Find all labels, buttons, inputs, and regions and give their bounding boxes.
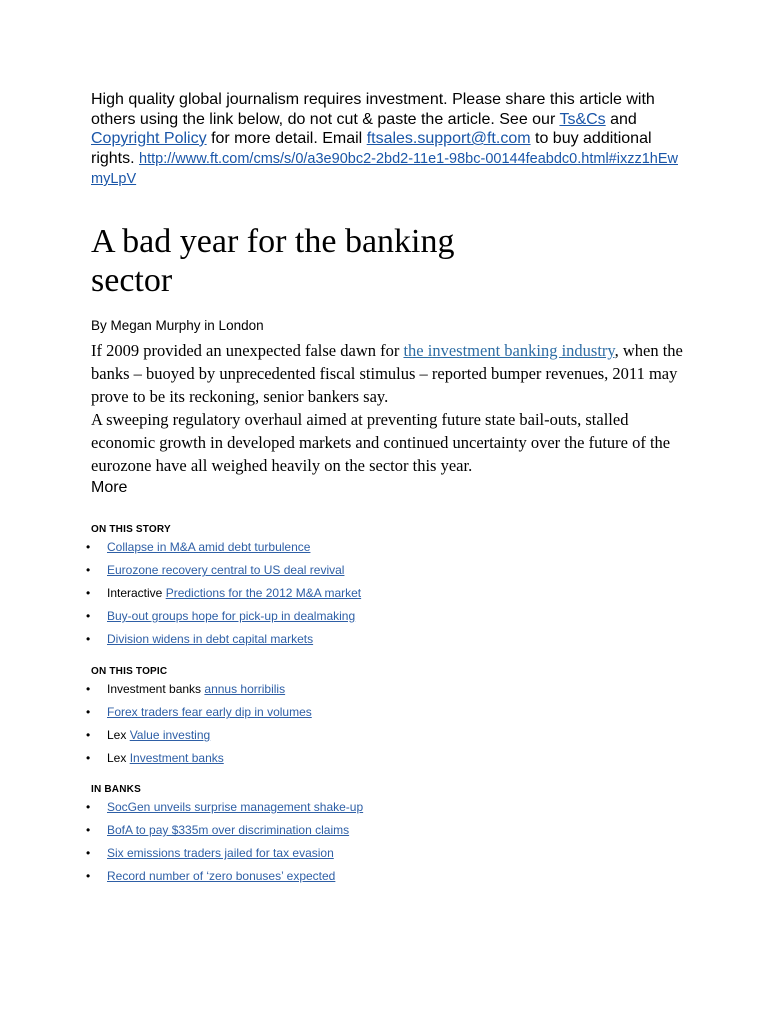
section-heading-in-banks: IN BANKS — [91, 784, 141, 795]
list-item — [86, 586, 611, 609]
paragraph-1 — [91, 339, 691, 408]
list-item — [86, 728, 611, 751]
copyright-policy-link[interactable]: Copyright Policy — [91, 130, 207, 147]
bullet-icon: • — [86, 632, 91, 646]
copyright-notice — [91, 90, 681, 190]
paragraph-2: A sweeping regulatory overhaul aimed at preventing future state bail-outs, stalled economic growth in developed markets and continued uncertainty over the future of the eurozone have all weighed heavily on the sector this year. — [91, 410, 671, 475]
on-this-topic-list — [86, 682, 611, 774]
on-this-story-list — [86, 540, 611, 655]
list-item — [86, 540, 611, 563]
related-article-link[interactable]: Collapse in M&A amid debt turbulence — [107, 540, 311, 554]
notice-text: High quality global journalism requires investment. Please share this article with others using the link below, do not cut & paste the article. See our — [91, 91, 655, 128]
bullet-icon: • — [86, 823, 91, 837]
list-item — [86, 751, 611, 774]
related-article-link[interactable]: Predictions for the 2012 M&A market — [165, 586, 362, 600]
related-article-link[interactable]: Buy-out groups hope for pick-up in dealmaking — [107, 609, 356, 623]
related-article-link[interactable]: Investment banks — [129, 751, 224, 765]
link-prefix: Interactive — [107, 586, 166, 600]
more-label: More — [91, 479, 128, 496]
paragraph-1-start: If 2009 provided an unexpected false dawn for — [91, 341, 404, 360]
list-item — [86, 705, 611, 728]
bullet-icon: • — [86, 540, 91, 554]
related-article-link[interactable]: Record number of ‘zero bonuses’ expected — [107, 869, 336, 883]
bullet-icon: • — [86, 751, 91, 765]
related-article-link[interactable]: BofA to pay $335m over discrimination claims — [107, 823, 350, 837]
link-prefix: Investment banks — [107, 682, 205, 696]
related-article-link[interactable]: Six emissions traders jailed for tax evasion — [107, 846, 334, 860]
bullet-icon: • — [86, 846, 91, 860]
byline: By Megan Murphy in London — [91, 318, 264, 333]
list-item — [86, 869, 611, 892]
notice-to-buy: to buy additional rights. — [91, 130, 652, 167]
bullet-icon: • — [86, 609, 91, 623]
article-title: A bad year for the banking sector — [91, 223, 455, 299]
bullet-icon: • — [86, 705, 91, 719]
related-article-link[interactable]: Eurozone recovery central to US deal revival — [107, 563, 345, 577]
list-item — [86, 823, 611, 846]
article-body — [91, 339, 691, 477]
related-article-link[interactable]: annus horribilis — [204, 682, 286, 696]
bullet-icon: • — [86, 728, 91, 742]
list-item — [86, 682, 611, 705]
section-heading-on-this-topic: ON THIS TOPIC — [91, 666, 168, 677]
link-prefix: Lex — [107, 728, 130, 742]
bullet-icon: • — [86, 563, 91, 577]
tscs-link[interactable]: Ts&Cs — [559, 110, 606, 128]
bullet-icon: • — [86, 800, 91, 814]
investment-banking-link[interactable]: the investment banking industry — [403, 341, 615, 360]
list-item — [86, 846, 611, 869]
link-prefix: Lex — [107, 751, 130, 765]
notice-detail: for more detail. Email — [211, 130, 363, 147]
email-link[interactable]: ftsales.support@ft.com — [366, 130, 531, 147]
related-article-link[interactable]: Division widens in debt capital markets — [107, 632, 314, 646]
bullet-icon: • — [86, 682, 91, 696]
list-item — [86, 609, 611, 632]
list-item — [86, 563, 611, 586]
article-url-link[interactable]: http://www.ft.com/cms/s/0/a3e90bc2-2bd2-11e1-98bc-00144feabdc0.html#ixzz1hEwmyLpV — [91, 150, 678, 187]
notice-and: and — [610, 110, 637, 128]
in-banks-list — [86, 800, 611, 892]
list-item — [86, 800, 611, 823]
section-heading-on-this-story: ON THIS STORY — [91, 524, 171, 535]
list-item — [86, 632, 611, 655]
bullet-icon: • — [86, 869, 91, 883]
related-article-link[interactable]: Value investing — [129, 728, 211, 742]
paragraph-1-end: , when the banks – buoyed by unprecedented fiscal stimulus – reported bumper revenues, 2011 may prove to be its reckoning, senior bankers say. — [91, 341, 683, 406]
related-article-link[interactable]: SocGen unveils surprise management shake-up — [107, 800, 364, 814]
bullet-icon: • — [86, 586, 91, 600]
related-article-link[interactable]: Forex traders fear early dip in volumes — [107, 705, 312, 719]
